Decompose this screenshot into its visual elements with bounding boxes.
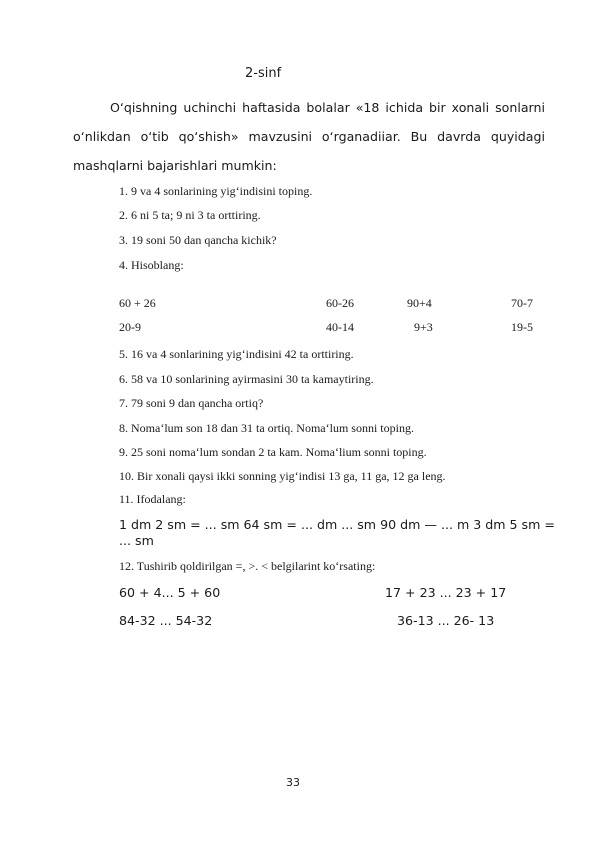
task-8: 8. Noma‘lum son 18 dan 31 ta ortiq. Noma‘lum sonni toping.	[119, 421, 414, 435]
calc-row1-col1: 60 + 26	[119, 296, 156, 310]
task-11: 11. Ifodalang:	[119, 492, 186, 506]
intro-text: O‘qishning uchinchi haftasida bolalar «18 ichida bir xonali sonlarni o‘nlikdan o‘tib qo‘shish» mavzusini o‘rganadiiar. Bu davrda quyidagi mashqlarni bajarishlari mumkin:	[73, 100, 545, 173]
task-12: 12. Tushirib qoldirilgan =, >. < belgilarint ko‘rsating:	[119, 559, 376, 573]
task-5: 5. 16 va 4 sonlarining yig‘indisini 42 ta orttiring.	[119, 347, 354, 361]
task-9: 9. 25 soni noma‘lum sondan 2 ta kam. Noma‘lium sonni toping.	[119, 445, 427, 459]
page-title: 2-sinf	[245, 66, 282, 81]
compare-row1-left: 60 + 4... 5 + 60	[119, 585, 221, 600]
task-7: 7. 79 soni 9 dan qancha ortiq?	[119, 396, 264, 410]
task-3: 3. 19 soni 50 dan qancha kichik?	[119, 233, 277, 247]
calc-row2-col3: 9+3	[414, 320, 433, 334]
task-4: 4. Hisoblang:	[119, 258, 184, 272]
calc-row1-col2: 60-26	[326, 296, 354, 310]
page-number: 33	[286, 776, 300, 789]
calc-row2-col1: 20-9	[119, 320, 141, 334]
calc-row2-col2: 40-14	[326, 320, 354, 334]
task-10: 10. Bir xonali qaysi ikki sonning yig‘indisi 13 ga, 11 ga, 12 ga leng.	[119, 469, 446, 483]
calc-row1-col4: 70-7	[511, 296, 533, 310]
compare-row2-right: 36-13 ... 26- 13	[397, 613, 495, 628]
task-2: 2. 6 ni 5 ta; 9 ni 3 ta orttiring.	[119, 208, 261, 222]
task-6: 6. 58 va 10 sonlarining ayirmasini 30 ta kamaytiring.	[119, 372, 374, 386]
task-1: 1. 9 va 4 sonlarining yig‘indisini toping.	[119, 184, 313, 198]
intro-paragraph	[73, 93, 545, 180]
calc-row2-col4: 19-5	[511, 320, 533, 334]
calc-row1-col3: 90+4	[407, 296, 432, 310]
compare-row1-right: 17 + 23 ... 23 + 17	[385, 585, 507, 600]
compare-row2-left: 84-32 ... 54-32	[119, 613, 213, 628]
task-11-expression: 1 dm 2 sm = ... sm 64 sm = ... dm ... sm 90 dm — ... m 3 dm 5 sm = ... sm	[119, 517, 555, 548]
